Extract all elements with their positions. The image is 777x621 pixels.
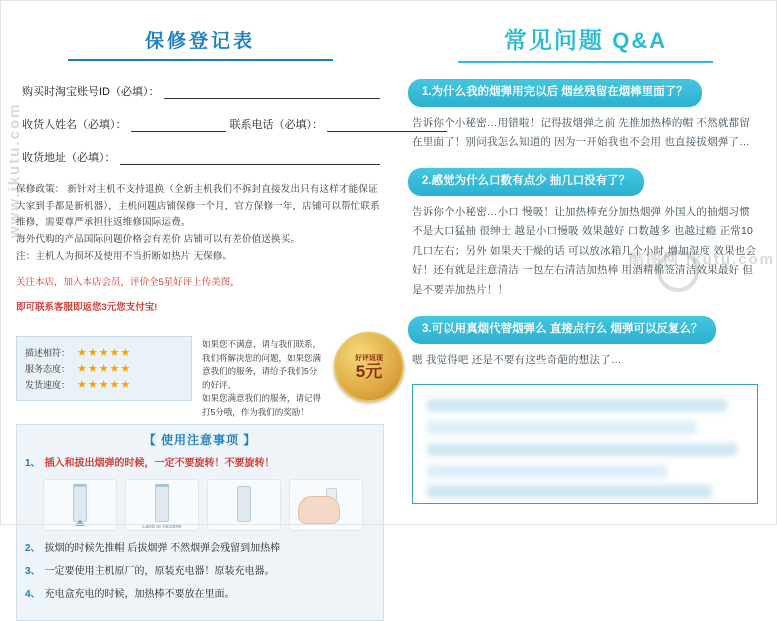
- left-column: [0, 0, 400, 600]
- qa-answer-1: [412, 114, 759, 153]
- usage-notice-title: 【 使用注意事项 】: [143, 432, 257, 447]
- figure-hand-holding-device: [289, 479, 363, 531]
- rating-stars-description: ★★★★★: [77, 346, 132, 359]
- label-receiver-name: 收货人姓名（必填）：: [22, 119, 127, 131]
- label-phone: 联系电话（必填）：: [229, 119, 323, 131]
- watermark-left: www.ikutu.com: [6, 102, 23, 238]
- qa-question-2[interactable]: 2.感觉为什么口数有点少 抽几口没有了？: [408, 168, 644, 196]
- policy-line-3: 注：主机人为损坏及使用不当折断如热片 无保修。: [16, 250, 233, 262]
- page-title-warranty: 保修登记表: [144, 31, 255, 52]
- input-receiver-name[interactable]: [131, 120, 226, 132]
- blurred-line: [427, 443, 737, 456]
- hand-icon: [298, 496, 340, 524]
- cashback-badge: [334, 332, 404, 402]
- notice-text-2: 拔烟的时候先推帽 后拔烟弹 不然烟弹会残留到加热棒: [44, 542, 281, 554]
- notice-text-1: 插入和拔出烟弹的时候，一定不要旋转！不要旋转！: [44, 457, 275, 469]
- qa-answer-1-text: 告诉你个小秘密…用错啦！记得拔烟弹之前 先推加热棒的帽 不然就都留在里面了！别问我怎么知道的 因为一开始我也不会用 也直接拔烟弹了…: [412, 116, 750, 148]
- notice-num-4: 4、: [25, 588, 41, 600]
- rating-label-description: 描述相符：: [25, 347, 71, 358]
- qa-block-3: [408, 316, 763, 370]
- qa-block-1: [408, 79, 763, 152]
- rating-section: [16, 326, 384, 422]
- notice-item-2: [25, 541, 375, 556]
- policy-line-1: 保修政策： 新针对主机不支持退换（全新主机我们不拆封直接发出只有这样才能保证大家到手都是新机器），主机问题店铺保修一个月，官方保修一年，店铺可以帮忙联系维修，需要尊严承担往返维修国际运费。: [16, 184, 380, 229]
- page-title-qa: [408, 22, 763, 55]
- qa-question-1[interactable]: 1.为什么我的烟弹用完以后 烟丝残留在烟棒里面了？: [408, 79, 702, 107]
- figure-label-1: Land or nicotine: [142, 523, 182, 530]
- rating-row-service: [25, 362, 185, 375]
- usage-notice-section: [16, 424, 384, 621]
- form-row-name-phone: [22, 116, 384, 132]
- notice-item-1: [25, 456, 375, 471]
- qa-answer-2-text: 告诉你个小秘密…小口 慢吸！让加热棒充分加热烟弹 外国人的抽烟习惯不是大口猛抽 很绅士 越是小口慢吸 效果越好 口数越多 也越过瘾 正常10几口左右；另外 如果天干燥的话 可以放冰箱几个小时 增加湿度 效果也会好！还有就是注意清洁 一包左右清洁加热棒 用酒精棉签清洁效果最好 但是不要弄加热片！！: [412, 205, 757, 296]
- warranty-form: [16, 83, 384, 165]
- qa-answer-3-text: 嗯 我觉得吧 还是不要有这些奇葩的想法了…: [412, 353, 622, 366]
- title-divider-left: [68, 59, 333, 61]
- notice-item-3: [25, 564, 375, 579]
- figure-device-3: [207, 479, 281, 531]
- rating-stars-service: ★★★★★: [77, 362, 132, 375]
- device-body-icon: [73, 486, 87, 522]
- title-divider-right: [458, 61, 713, 63]
- promo-text: [16, 275, 384, 317]
- form-row-taobao-id: [22, 83, 384, 99]
- rating-box: [16, 336, 192, 401]
- promo-line-1: 关注本店，加入本店会员，评价全5星好评上传美图，: [16, 276, 240, 288]
- notice-text-3: 一定要使用主机原厂的，原装充电器！原装充电器。: [44, 565, 275, 577]
- watermark-right: 酷图网 ikutu.com: [628, 251, 775, 268]
- usage-figures: [43, 479, 375, 531]
- label-address: 收货地址（必填）：: [22, 152, 116, 164]
- device-body-icon-3: [237, 486, 251, 522]
- rating-note-line-2: 如果您满意我们的服务，请记得打5分哦，作为我们的奖励！: [202, 393, 322, 417]
- qa-title-cn: 常见问题: [503, 27, 604, 53]
- notice-text-4: 充电盒充电的时候，加热棒不要放在里面。: [44, 588, 235, 600]
- blurred-line: [427, 485, 712, 498]
- blurred-line: [427, 399, 727, 412]
- figure-device-1: [43, 479, 117, 531]
- warranty-policy: [16, 182, 384, 265]
- label-taobao-id: 购买时淘宝账号ID（必填）：: [22, 86, 160, 98]
- qa-title-en: Q&A: [612, 28, 668, 53]
- figure-device-2: [125, 479, 199, 531]
- notice-item-4: [25, 587, 375, 602]
- notice-num-2: 2、: [25, 542, 41, 554]
- notice-num-3: 3、: [25, 565, 41, 577]
- qa-answer-2: [412, 203, 759, 300]
- blurred-content-box: [412, 384, 758, 504]
- qa-block-2: [408, 168, 763, 300]
- right-column: [400, 0, 777, 525]
- rating-label-service: 服务态度：: [25, 363, 71, 374]
- promo-line-2: 即可联系客服即返您3元您支付宝!: [16, 302, 158, 314]
- input-address[interactable]: [120, 153, 381, 165]
- notice-num-1: 1、: [25, 457, 41, 469]
- rating-stars-shipping: ★★★★★: [77, 378, 132, 391]
- form-row-address: [22, 149, 384, 165]
- blurred-line: [427, 465, 667, 478]
- rating-row-description: [25, 346, 185, 359]
- qa-answer-3: [412, 351, 759, 370]
- policy-line-2: 海外代购的产品国际问题价格会有差价 店铺可以有差价值送换买。: [16, 233, 301, 245]
- rating-row-shipping: [25, 378, 185, 391]
- blurred-line: [427, 421, 697, 434]
- watermark-ring-icon: [657, 250, 699, 292]
- qa-question-3[interactable]: 3.可以用真烟代替烟弹么 直接点行么 烟弹可以反复么？: [408, 316, 716, 344]
- input-taobao-id[interactable]: [164, 87, 381, 99]
- rating-note: [202, 338, 322, 420]
- rating-label-shipping: 发货速度：: [25, 379, 71, 390]
- badge-amount: 5元: [355, 362, 383, 382]
- rating-note-line-1: 如果您不满意，请与我们联系，我们将解决您的问题，如果您满意我们的服务，请给予我们5分的好评。: [202, 338, 322, 390]
- badge-top-label: 好评返现: [355, 355, 383, 363]
- device-body-icon-2: [155, 486, 169, 522]
